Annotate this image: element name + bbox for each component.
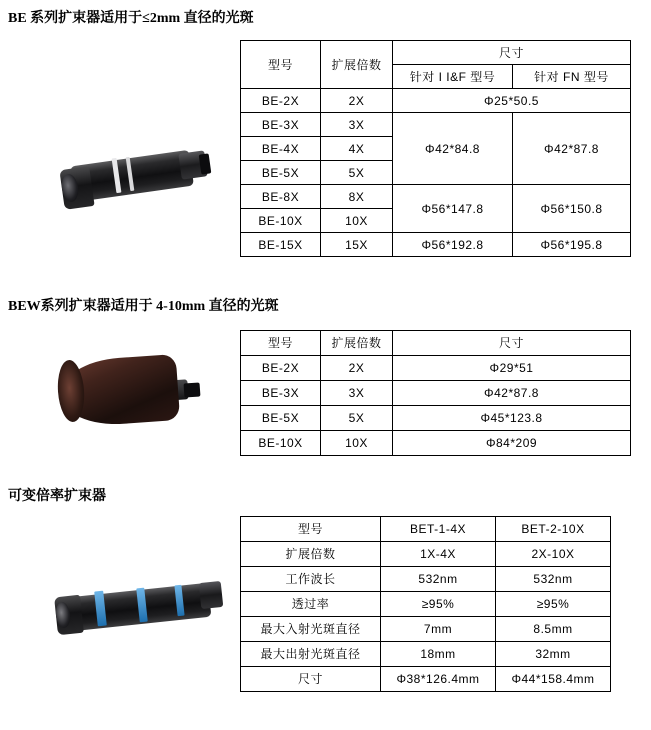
table-row <box>241 617 611 642</box>
cell-value-1: Φ38*126.4mm <box>381 667 496 692</box>
bet-spec-table <box>240 516 611 692</box>
table-header-row <box>241 41 631 65</box>
cell-value-2: Φ44*158.4mm <box>496 667 611 692</box>
cell-magnification: 3X <box>321 113 393 137</box>
cell-magnification: 10X <box>321 209 393 233</box>
table-header-row <box>241 331 631 356</box>
cell-dimension-b: Φ42*87.8 <box>513 113 631 185</box>
cell-magnification: 2X <box>321 89 393 113</box>
table-row <box>241 642 611 667</box>
table-row <box>241 356 631 381</box>
cell-model: BE-2X <box>241 356 321 381</box>
cell-model: BE-10X <box>241 209 321 233</box>
table-row <box>241 185 631 209</box>
table-row <box>241 113 631 137</box>
cell-dimension-a: Φ56*192.8 <box>393 233 513 257</box>
header-model: 型号 <box>241 331 321 356</box>
header-magnification: 扩展倍数 <box>321 41 393 89</box>
cell-value-2: 32mm <box>496 642 611 667</box>
cell-model: BE-15X <box>241 233 321 257</box>
cell-model: BE-4X <box>241 137 321 161</box>
cell-dimension-b: Φ56*195.8 <box>513 233 631 257</box>
header-dimension-a: 针对 I I&F 型号 <box>393 65 513 89</box>
cell-model: BE-5X <box>241 161 321 185</box>
table-row <box>241 89 631 113</box>
cell-value-1: 18mm <box>381 642 496 667</box>
header-model: 型号 <box>241 517 381 542</box>
be-beam-expander-photo <box>54 130 214 220</box>
table-row <box>241 406 631 431</box>
bew-beam-expander-photo <box>54 352 214 432</box>
cell-model: BE-10X <box>241 431 321 456</box>
table-row <box>241 431 631 456</box>
header-bet-1-4x: BET-1-4X <box>381 517 496 542</box>
header-bet-2-10x: BET-2-10X <box>496 517 611 542</box>
cell-model: BE-2X <box>241 89 321 113</box>
table-row <box>241 381 631 406</box>
section-bew-title: BEW系列扩束器适用于 4-10mm 直径的光斑 <box>8 299 279 314</box>
be-spec-table <box>240 40 631 257</box>
header-model: 型号 <box>241 41 321 89</box>
cell-magnification: 8X <box>321 185 393 209</box>
cell-label: 工作波长 <box>241 567 381 592</box>
cell-dimension: Φ84*209 <box>393 431 631 456</box>
cell-label: 尺寸 <box>241 667 381 692</box>
cell-value-2: 2X-10X <box>496 542 611 567</box>
cell-dimension-a: Φ56*147.8 <box>393 185 513 233</box>
cell-label: 扩展倍数 <box>241 542 381 567</box>
cell-model: BE-3X <box>241 381 321 406</box>
table-row <box>241 567 611 592</box>
cell-value-1: 532nm <box>381 567 496 592</box>
cell-value-1: 7mm <box>381 617 496 642</box>
cell-value-2: 532nm <box>496 567 611 592</box>
cell-magnification: 5X <box>321 161 393 185</box>
cell-dimension-b: Φ56*150.8 <box>513 185 631 233</box>
cell-magnification: 5X <box>321 406 393 431</box>
cell-value-1: ≥95% <box>381 592 496 617</box>
cell-value-2: ≥95% <box>496 592 611 617</box>
cell-magnification: 10X <box>321 431 393 456</box>
cell-magnification: 15X <box>321 233 393 257</box>
cell-model: BE-5X <box>241 406 321 431</box>
cell-magnification: 2X <box>321 356 393 381</box>
bet-variable-beam-expander-photo <box>50 560 226 656</box>
header-magnification: 扩展倍数 <box>321 331 393 356</box>
table-row <box>241 233 631 257</box>
table-row <box>241 542 611 567</box>
cell-dimension-a: Φ42*84.8 <box>393 113 513 185</box>
header-dimension: 尺寸 <box>393 331 631 356</box>
section-bet-title: 可变倍率扩束器 <box>8 489 106 504</box>
cell-dimension: Φ29*51 <box>393 356 631 381</box>
cell-value-2: 8.5mm <box>496 617 611 642</box>
cell-magnification: 4X <box>321 137 393 161</box>
header-dimension-b: 针对 FN 型号 <box>513 65 631 89</box>
cell-label: 最大入射光斑直径 <box>241 617 381 642</box>
cell-dimension: Φ42*87.8 <box>393 381 631 406</box>
cell-magnification: 3X <box>321 381 393 406</box>
bew-spec-table <box>240 330 631 456</box>
cell-dimension: Φ45*123.8 <box>393 406 631 431</box>
cell-value-1: 1X-4X <box>381 542 496 567</box>
table-header-row <box>241 517 611 542</box>
cell-label: 透过率 <box>241 592 381 617</box>
cell-dimension: Φ25*50.5 <box>393 89 631 113</box>
header-dimension-group: 尺寸 <box>393 41 631 65</box>
table-row <box>241 592 611 617</box>
table-row <box>241 667 611 692</box>
cell-model: BE-3X <box>241 113 321 137</box>
cell-model: BE-8X <box>241 185 321 209</box>
section-be-title: BE 系列扩束器适用于≤2mm 直径的光斑 <box>8 11 254 26</box>
cell-label: 最大出射光斑直径 <box>241 642 381 667</box>
